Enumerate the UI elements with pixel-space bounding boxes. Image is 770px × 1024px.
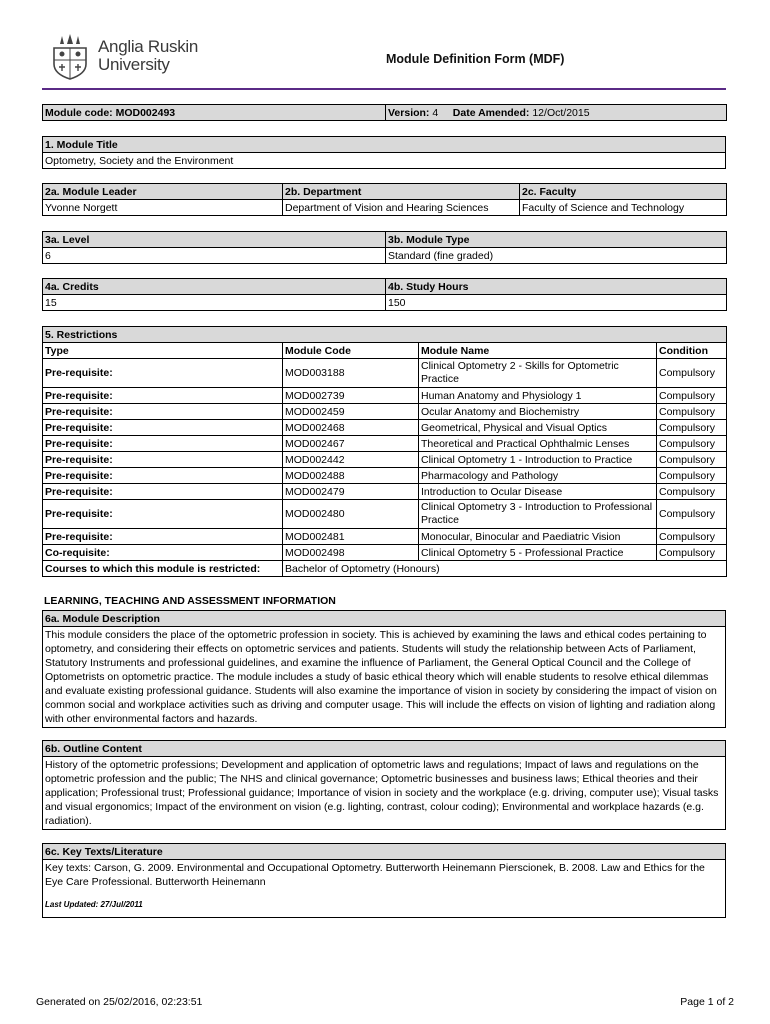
restriction-name: Clinical Optometry 2 - Skills for Optometric Practice xyxy=(419,359,657,388)
department-value: Department of Vision and Hearing Sciences xyxy=(283,200,520,216)
crest-icon xyxy=(50,34,90,80)
generated-timestamp: Generated on 25/02/2016, 02:23:51 xyxy=(36,996,203,1008)
table-row xyxy=(43,468,727,484)
restriction-name: Geometrical, Physical and Visual Optics xyxy=(419,420,657,436)
restriction-type: Pre-requisite: xyxy=(43,529,283,545)
restriction-condition: Compulsory xyxy=(657,545,727,561)
module-title-heading: 1. Module Title xyxy=(43,137,726,153)
restriction-name: Theoretical and Practical Ophthalmic Lenses xyxy=(419,436,657,452)
restriction-condition: Compulsory xyxy=(657,468,727,484)
restricted-courses-value: Bachelor of Optometry (Honours) xyxy=(283,561,727,577)
restriction-type: Pre-requisite: xyxy=(43,500,283,529)
restriction-code: MOD003188 xyxy=(283,359,419,388)
faculty-heading: 2c. Faculty xyxy=(520,184,727,200)
restriction-code: MOD002739 xyxy=(283,388,419,404)
restriction-condition: Compulsory xyxy=(657,500,727,529)
key-texts-cell xyxy=(43,860,726,918)
module-type-value: Standard (fine graded) xyxy=(386,248,727,264)
restriction-name: Clinical Optometry 1 - Introduction to Practice xyxy=(419,452,657,468)
date-amended-value: 12/Oct/2015 xyxy=(532,106,590,119)
leader-value: Yvonne Norgett xyxy=(43,200,283,216)
study-hours-value: 150 xyxy=(386,295,727,311)
restriction-code: MOD002442 xyxy=(283,452,419,468)
outline-content-heading: 6b. Outline Content xyxy=(43,741,726,757)
ltai-heading: LEARNING, TEACHING AND ASSESSMENT INFORMATION xyxy=(44,595,336,607)
table-row xyxy=(43,404,727,420)
restriction-condition: Compulsory xyxy=(657,484,727,500)
table-row xyxy=(43,529,727,545)
restriction-condition: Compulsory xyxy=(657,436,727,452)
restriction-code: MOD002498 xyxy=(283,545,419,561)
table-row xyxy=(43,436,727,452)
module-description-heading: 6a. Module Description xyxy=(43,611,726,627)
restriction-type: Pre-requisite: xyxy=(43,484,283,500)
date-amended-label: Date Amended: xyxy=(452,106,530,119)
restriction-name: Ocular Anatomy and Biochemistry xyxy=(419,404,657,420)
module-code: Module code: MOD002493 xyxy=(43,105,386,121)
module-title-value: Optometry, Society and the Environment xyxy=(43,153,726,169)
restriction-code: MOD002488 xyxy=(283,468,419,484)
restriction-condition: Compulsory xyxy=(657,420,727,436)
leader-heading: 2a. Module Leader xyxy=(43,184,283,200)
title-divider xyxy=(42,88,726,90)
column-header: Type xyxy=(43,343,283,359)
module-description-table xyxy=(42,610,726,728)
table-row xyxy=(43,500,727,529)
outline-content-table xyxy=(42,740,726,830)
logo-line-1: Anglia Ruskin xyxy=(98,37,199,56)
restriction-type: Pre-requisite: xyxy=(43,388,283,404)
level-heading: 3a. Level xyxy=(43,232,386,248)
restriction-condition: Compulsory xyxy=(657,388,727,404)
form-title: Module Definition Form (MDF) xyxy=(386,52,565,66)
restriction-name: Monocular, Binocular and Paediatric Vision xyxy=(419,529,657,545)
restriction-condition: Compulsory xyxy=(657,452,727,468)
restriction-name: Introduction to Ocular Disease xyxy=(419,484,657,500)
key-texts-table xyxy=(42,843,726,918)
restriction-type: Co-requisite: xyxy=(43,545,283,561)
key-texts-heading: 6c. Key Texts/Literature xyxy=(43,844,726,860)
table-row xyxy=(43,420,727,436)
table-row xyxy=(43,359,727,388)
restriction-type: Pre-requisite: xyxy=(43,420,283,436)
logo-wordmark xyxy=(98,38,198,74)
level-table xyxy=(42,231,727,264)
restriction-type: Pre-requisite: xyxy=(43,404,283,420)
column-header: Module Code xyxy=(283,343,419,359)
table-row xyxy=(43,452,727,468)
version-date-cell xyxy=(386,105,727,121)
restriction-type: Pre-requisite: xyxy=(43,452,283,468)
restriction-code: MOD002467 xyxy=(283,436,419,452)
module-description-text: This module considers the place of the optometric profession in society. This is achieved by examining the laws and ethical codes pertaining to optometry, and considering their effects on optometric services and patients. Students will study the relationship between Acts of Parliament, Statutory Instruments and professional guidelines, and examine the influence of Parliament, the General Optical Council and the College of Optometrists on optometric practice. The module includes a study of basic ethical theory which will enable students to resolve ethical dilemmas and evaluate existing professional guidance. Students will also examine the importance of vision in society by considering the impact of vision on common social and workplace activities such as driving and computer usage. This will include the effects on vision of lighting and radiation along with other environmental factors and hazards. xyxy=(43,627,726,728)
university-logo xyxy=(50,34,210,84)
restriction-name: Clinical Optometry 3 - Introduction to Professional Practice xyxy=(419,500,657,529)
restriction-condition: Compulsory xyxy=(657,529,727,545)
restriction-code: MOD002479 xyxy=(283,484,419,500)
leader-table xyxy=(42,183,727,216)
version-value: 4 xyxy=(432,106,439,119)
restricted-courses-label: Courses to which this module is restricted: xyxy=(43,561,283,577)
credits-value: 15 xyxy=(43,295,386,311)
last-updated: Last Updated: 27/Jul/2011 xyxy=(45,900,143,909)
column-header: Condition xyxy=(657,343,727,359)
restrictions-table xyxy=(42,326,727,577)
restriction-name: Pharmacology and Pathology xyxy=(419,468,657,484)
page-header xyxy=(0,0,770,95)
faculty-value: Faculty of Science and Technology xyxy=(520,200,727,216)
outline-content-text: History of the optometric professions; Development and application of optometric laws and regulations; Impact of laws and regulations on the optometric profession and the public; The NHS and clinical governance; Optometric businesses and business laws; Ethical theories and their application; Professional trust; Professional guidance; Importance of vision in society and the workplace (e.g. driving, computer use); Visual tasks and visual ergonomics; Impact of the environment on vision (e.g. lighting, contrast, colour coding); Environmental and workplace hazards (e.g. radiation). xyxy=(43,757,726,830)
column-header: Module Name xyxy=(419,343,657,359)
credits-heading: 4a. Credits xyxy=(43,279,386,295)
module-type-heading: 3b. Module Type xyxy=(386,232,727,248)
study-hours-heading: 4b. Study Hours xyxy=(386,279,727,295)
key-texts-text: Key texts: Carson, G. 2009. Environmental and Occupational Optometry. Butterworth Heinemann Pierscionek, B. 2008. Law and Ethics for the Eye Care Professional. Butterworth Heinemann xyxy=(45,862,705,888)
module-title-table xyxy=(42,136,726,169)
table-row xyxy=(43,388,727,404)
logo-line-2: University xyxy=(98,55,170,74)
restriction-condition: Compulsory xyxy=(657,404,727,420)
restriction-type: Pre-requisite: xyxy=(43,468,283,484)
restriction-code: MOD002468 xyxy=(283,420,419,436)
table-row xyxy=(43,561,727,577)
restriction-code: MOD002481 xyxy=(283,529,419,545)
restriction-code: MOD002480 xyxy=(283,500,419,529)
department-heading: 2b. Department xyxy=(283,184,520,200)
table-row xyxy=(43,545,727,561)
restriction-code: MOD002459 xyxy=(283,404,419,420)
restriction-name: Human Anatomy and Physiology 1 xyxy=(419,388,657,404)
module-meta-table xyxy=(42,104,727,121)
version-label: Version: xyxy=(388,106,430,119)
restriction-condition: Compulsory xyxy=(657,359,727,388)
page-number: Page 1 of 2 xyxy=(680,996,734,1008)
restriction-name: Clinical Optometry 5 - Professional Practice xyxy=(419,545,657,561)
table-row xyxy=(43,484,727,500)
restriction-type: Pre-requisite: xyxy=(43,436,283,452)
restriction-type: Pre-requisite: xyxy=(43,359,283,388)
restrictions-heading: 5. Restrictions xyxy=(43,327,727,343)
level-value: 6 xyxy=(43,248,386,264)
credits-table xyxy=(42,278,727,311)
